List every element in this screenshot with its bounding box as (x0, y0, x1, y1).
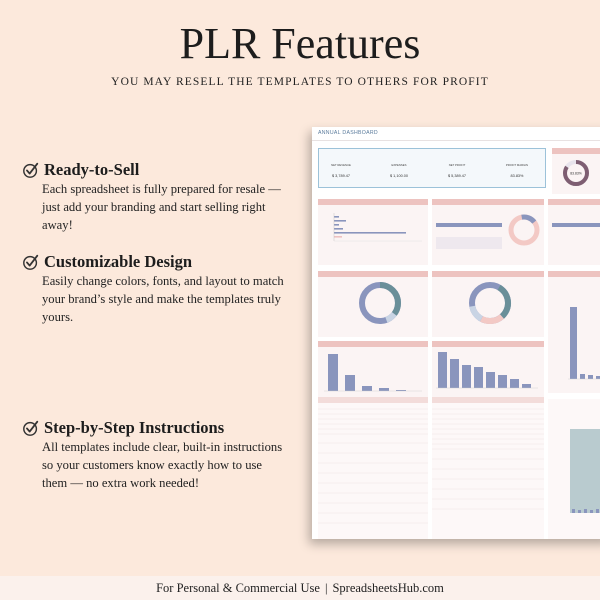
feature-description: Each spreadsheet is fully prepared for resale — just add your branding and start selling right away! (42, 182, 281, 232)
footer (0, 581, 600, 596)
expenses-bar-panel (432, 341, 544, 401)
properties-table (318, 397, 428, 539)
dashboard-header (312, 127, 600, 141)
expenses-table (432, 397, 544, 539)
occupancy-rate-panel (432, 199, 544, 265)
expenses-distribution-panel (432, 271, 544, 337)
feature-ready-to-sell (22, 160, 284, 234)
profit-margin-ring-panel (552, 148, 600, 194)
budget-chart-panel (548, 399, 600, 539)
kpi-net-profit: NET PROFIT $ 5,389.47 (448, 163, 466, 178)
dashboard-preview-image (312, 127, 600, 539)
revenue-distribution-panel (318, 271, 428, 337)
ring-chart (552, 154, 600, 194)
kpi-net-revenue: NET REVENUE $ 3,789.47 (331, 163, 351, 178)
page-title: PLR Features (179, 19, 421, 68)
kpi-expenses: EXPENSES $ 1,100.00 (390, 163, 408, 178)
footer-usage-text: For Personal & Commercial Use (156, 581, 320, 595)
checkmark-circle-icon (22, 253, 40, 271)
occupancy-rate-panel-2 (548, 199, 600, 265)
svg-text:83.83%: 83.83% (570, 171, 582, 176)
monthly-chart-panel (548, 271, 600, 393)
feature-description: Easily change colors, fonts, and layout to match your brand’s style and make the templates truly yours. (42, 274, 284, 324)
feature-title: Customizable Design (44, 252, 193, 271)
net-profit-bar-panel (318, 341, 428, 401)
kpi-panel (318, 148, 546, 188)
checkmark-circle-icon (22, 419, 40, 437)
feature-step-by-step-instructions (22, 418, 284, 492)
feature-title: Ready-to-Sell (44, 160, 140, 179)
feature-customizable-design (22, 252, 284, 326)
footer-separator: | (324, 581, 328, 595)
kpi-profit-margin: PROFIT MARGIN 83.83% (505, 163, 529, 178)
page-subtitle: YOU MAY RESELL THE TEMPLATES TO OTHERS FOR PROFIT (111, 76, 489, 88)
footer-website-text: SpreadsheetsHub.com (332, 581, 444, 595)
feature-description: All templates include clear, built-in instructions so your customers know exactly how to use them — no extra work needed! (42, 440, 283, 490)
annual-revenue-chart-panel (318, 199, 428, 265)
checkmark-circle-icon (22, 161, 40, 179)
dashboard-title: ANNUAL DASHBOARD (318, 130, 378, 136)
feature-title: Step-by-Step Instructions (44, 418, 225, 437)
